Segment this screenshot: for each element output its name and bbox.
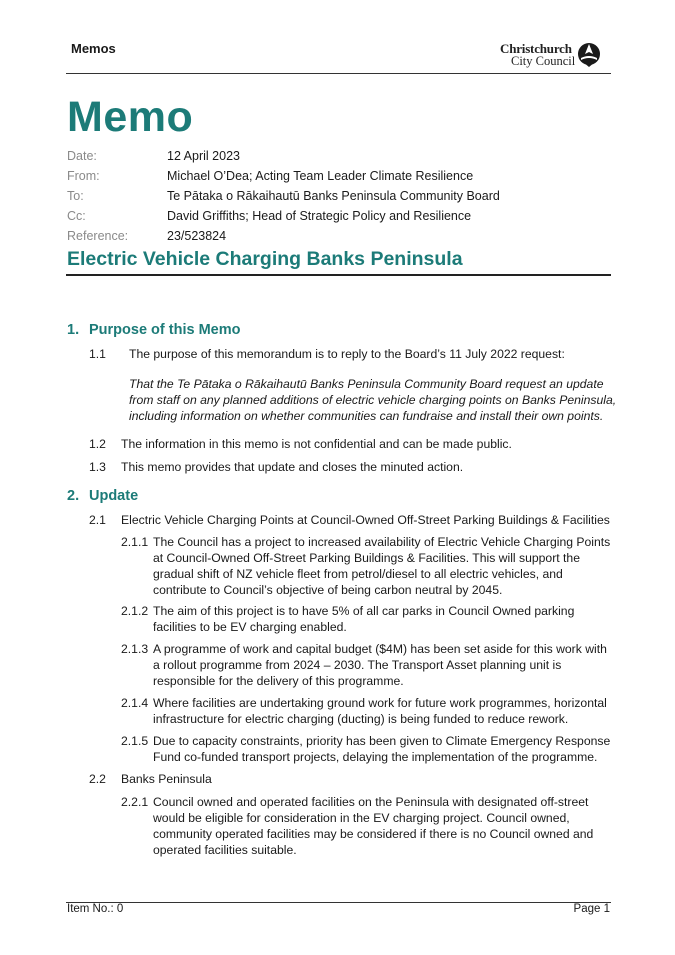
paragraph-text: This memo provides that update and closes the minuted action.	[121, 460, 464, 474]
footer-divider	[66, 902, 611, 903]
paragraph-number: 2.2.1	[121, 795, 149, 809]
meta-label: Date:	[67, 149, 97, 163]
paragraph-number: 2.1.5	[121, 734, 149, 748]
paragraph-text: Where facilities are undertaking ground work for future work programmes, horizontal infrastructure for electric charging (ducting) is being funded to reduce rework.	[153, 696, 607, 726]
paragraph-number: 2.1.3	[121, 642, 149, 656]
paragraph-text: Electric Vehicle Charging Points at Council-Owned Off-Street Parking Buildings & Facilities	[121, 513, 610, 527]
paragraph-number: 1.1	[89, 347, 106, 361]
meta-value: 23/523824	[167, 229, 227, 243]
logo-text-line2: City Council	[511, 54, 576, 68]
meta-label: To:	[67, 189, 84, 203]
meta-label: Cc:	[67, 209, 86, 223]
footer-item-number: Item No.: 0	[67, 903, 124, 915]
meta-label: Reference:	[67, 229, 129, 243]
meta-value: David Griffiths; Head of Strategic Policy and Resilience	[167, 209, 472, 223]
page-title: Memo	[67, 93, 194, 141]
section-title: Purpose of this Memo	[89, 322, 241, 338]
section-number: 2.	[67, 488, 80, 504]
paragraph-text: The information in this memo is not confidential and can be made public.	[121, 437, 512, 451]
subject-divider	[66, 274, 611, 276]
paragraph-number: 2.1.4	[121, 696, 149, 710]
paragraph-text: The Council has a project to increased availability of Electric Vehicle Charging Points at Council-Owned Off-Street Parking Buildings & Facilities. This will support the gradual shift of NZ vehicle fleet from petrol/diesel to all electric vehicles, and contribute to Council’s objective of being carbon neutral by 2045.	[153, 535, 611, 597]
meta-value: Michael O’Dea; Acting Team Leader Climate Resilience	[167, 169, 474, 183]
footer-page-number: Page 1	[573, 903, 610, 915]
council-logo	[497, 40, 607, 70]
paragraph-text: Council owned and operated facilities on the Peninsula with designated off-street would be eligible for consideration in the EV charging project. Council owned, community operated facilities may be considered if there is no Council owned and operated facilities suitable.	[153, 795, 594, 857]
paragraph-number: 1.3	[89, 460, 106, 474]
header-label: Memos	[71, 41, 116, 56]
paragraph-text: Due to capacity constraints, priority has been given to Climate Emergency Response Fund co-funded transport projects, delaying the implementation of the programme.	[153, 734, 611, 764]
paragraph-number: 1.2	[89, 437, 106, 451]
paragraph-number: 2.1.2	[121, 604, 149, 618]
logo-text-line1: Christchurch	[500, 41, 572, 56]
paragraph-text: A programme of work and capital budget ($4M) has been set aside for this work with a rollout programme from 2024 – 2030. The Transport Asset planning unit is responsible for the delivery of this programme.	[153, 642, 607, 688]
paragraph-number: 2.1.1	[121, 535, 149, 549]
meta-value: 12 April 2023	[167, 149, 240, 163]
cathedral-logo-icon	[577, 42, 601, 68]
header-divider	[66, 73, 611, 74]
meta-label: From:	[67, 169, 100, 183]
paragraph-number: 2.1	[89, 513, 106, 527]
board-request-quote: That the Te Pātaka o Rākaihautū Banks Peninsula Community Board request an update from staff on any planned additions of electric vehicle charging points on Banks Peninsula, including information on whether communities can fundraise and install their own points.	[129, 377, 617, 423]
paragraph-text: Banks Peninsula	[121, 772, 212, 786]
paragraph-number: 2.2	[89, 772, 106, 786]
paragraph-text: The purpose of this memorandum is to reply to the Board’s 11 July 2022 request:	[129, 347, 565, 361]
memo-subject: Electric Vehicle Charging Banks Peninsula	[67, 248, 463, 270]
meta-value: Te Pātaka o Rākaihautū Banks Peninsula Community Board	[167, 189, 500, 203]
section-number: 1.	[67, 322, 80, 338]
section-title: Update	[89, 488, 139, 504]
paragraph-text: The aim of this project is to have 5% of all car parks in Council Owned parking facilities to be EV charging enabled.	[153, 604, 575, 634]
